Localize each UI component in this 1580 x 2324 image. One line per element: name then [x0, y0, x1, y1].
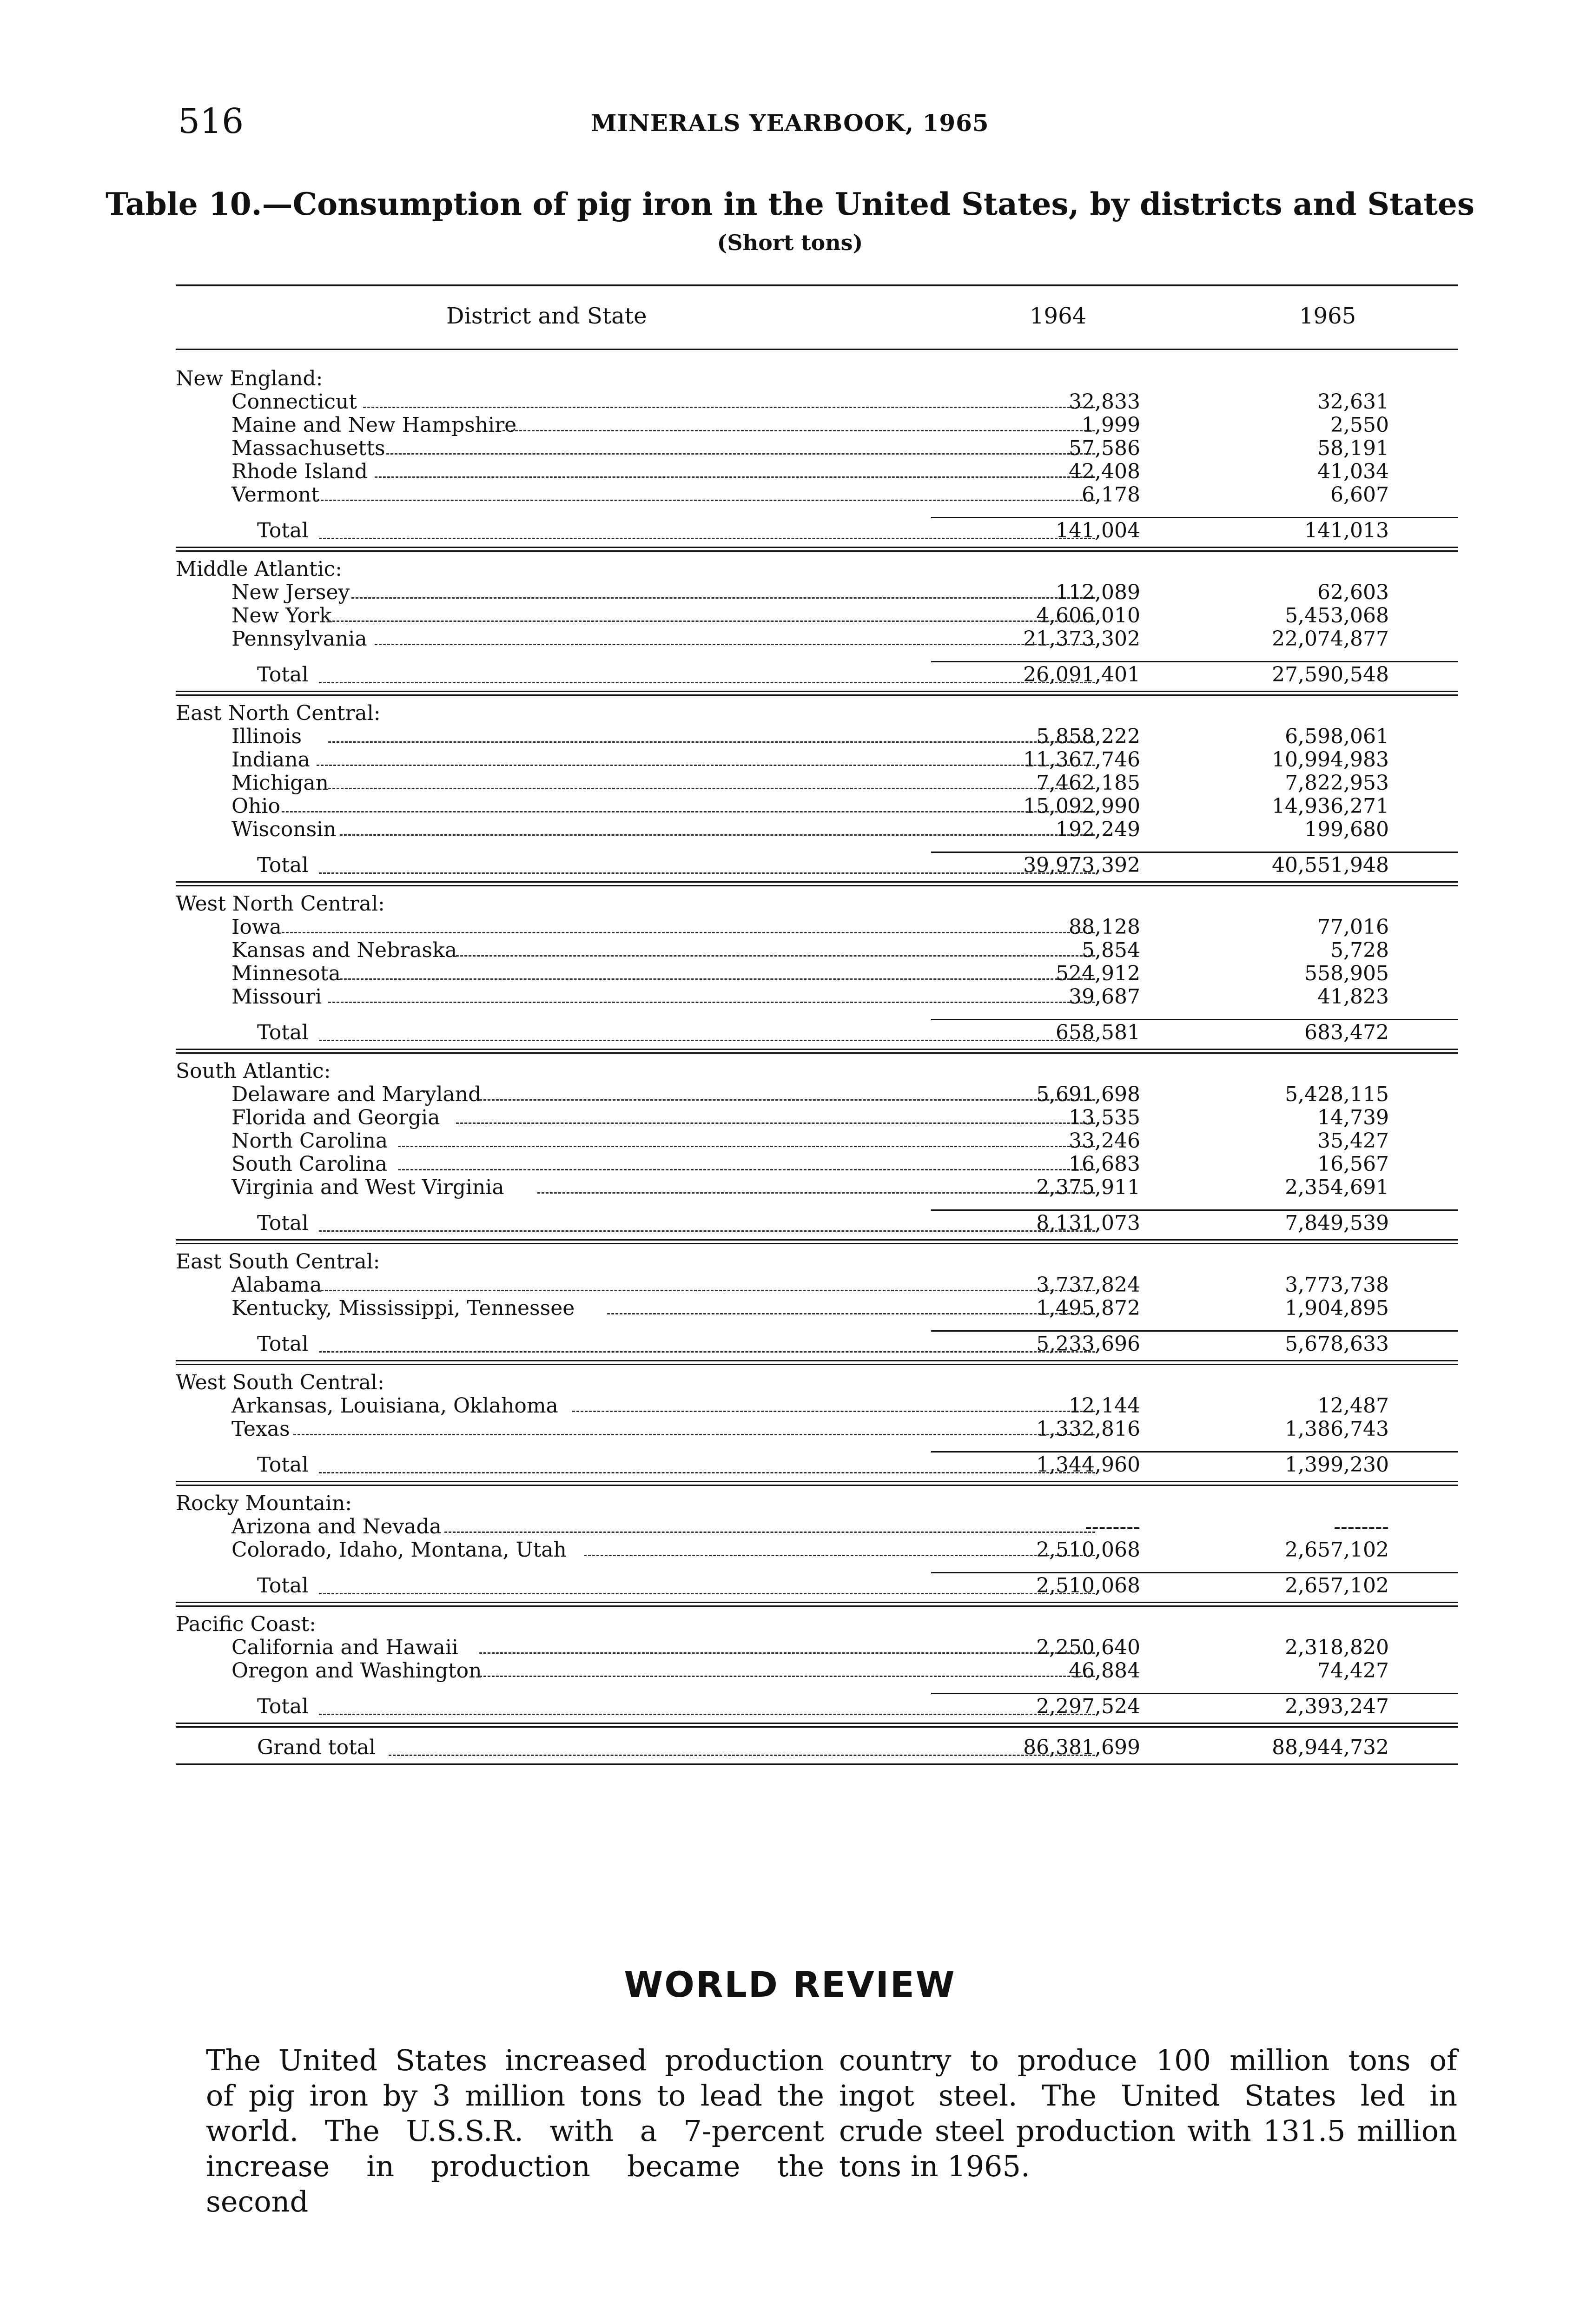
table-row-label: Pennsylvania	[231, 627, 367, 651]
total-row-1964-value: 5,233,696	[1036, 1332, 1140, 1356]
district-name: East North Central:	[176, 701, 381, 725]
table-row	[176, 1659, 1458, 1683]
table-row-label: Virginia and West Virginia	[231, 1175, 504, 1199]
table-row-label: Minnesota	[231, 962, 341, 985]
table-row-1965-value: 5,428,115	[1285, 1083, 1389, 1106]
district-name: South Atlantic:	[176, 1059, 331, 1083]
table-row-1964-value: 192,249	[1056, 818, 1140, 841]
district-heading	[176, 558, 1458, 581]
total-row-1964-value: 8,131,073	[1036, 1211, 1140, 1235]
world-review-heading: WORLD REVIEW	[624, 1964, 956, 2005]
table-row-1965-value: 2,550	[1330, 413, 1389, 437]
table-row-1964-value: 7,462,185	[1036, 771, 1140, 795]
row-spacer	[176, 1237, 1458, 1250]
table-row-label: Vermont	[231, 483, 320, 507]
table-row	[176, 604, 1458, 627]
body-text-left-column: The United States increased production of pig iron by 3 million tons to lead the world. The U.S.S.R. with a 7-percent increase in production became the second	[206, 2043, 824, 2218]
table-row-label: Massachusetts	[231, 436, 385, 460]
district-heading	[176, 1250, 1458, 1274]
table-row-1965-value: 41,823	[1317, 985, 1389, 1009]
row-spacer	[176, 1199, 1458, 1209]
district-name: Middle Atlantic:	[176, 557, 343, 581]
table-row-1964-value: 57,586	[1069, 436, 1140, 460]
table-row	[176, 1418, 1458, 1441]
table-row-1965-value: 3,773,738	[1285, 1273, 1389, 1297]
table-row	[176, 916, 1458, 939]
table-row-1964-value: 112,089	[1056, 581, 1140, 604]
table-row-1964-value: 2,510,068	[1036, 1538, 1140, 1562]
grand-total-row-1964-value: 86,381,699	[1023, 1736, 1140, 1759]
row-spacer	[176, 651, 1458, 661]
table-row	[176, 1394, 1458, 1418]
district-heading	[176, 1492, 1458, 1515]
total-row-1964-value: 26,091,401	[1023, 663, 1140, 687]
total-row-1965-value: 40,551,948	[1272, 853, 1389, 877]
table-row-1965-value: 16,567	[1317, 1152, 1389, 1176]
table-row-1965-value: 41,034	[1317, 460, 1389, 483]
total-row-label: Total	[257, 519, 309, 542]
table-row-1965-value: 58,191	[1317, 436, 1389, 460]
table-row-1965-value: 22,074,877	[1272, 627, 1389, 651]
total-row-1965-value: 5,678,633	[1285, 1332, 1389, 1356]
table-row-1964-value: 4,606,010	[1036, 604, 1140, 627]
total-row-1964-value: 658,581	[1056, 1021, 1140, 1044]
total-row	[176, 517, 1458, 545]
table-row-1964-value: 12,144	[1069, 1394, 1140, 1418]
header-district-state: District and State	[446, 303, 647, 329]
district-name: West North Central:	[176, 892, 385, 916]
table-row-1964-value: 32,833	[1069, 390, 1140, 414]
table-row-label: Alabama	[231, 1273, 322, 1297]
total-row-1964-value: 1,344,960	[1036, 1453, 1140, 1477]
row-spacer	[176, 1721, 1458, 1734]
total-row	[176, 852, 1458, 879]
table-row-1964-value: 524,912	[1056, 962, 1140, 985]
table-row-1964-value: 3,737,824	[1036, 1273, 1140, 1297]
table-row-1964-value: 2,375,911	[1036, 1175, 1140, 1199]
table-row-1965-value: 74,427	[1317, 1659, 1389, 1683]
table-row-1964-value: 16,683	[1069, 1152, 1140, 1176]
table-row	[176, 1083, 1458, 1106]
row-spacer	[176, 1441, 1458, 1451]
district-heading	[176, 892, 1458, 916]
table-row-label: Delaware and Maryland	[231, 1083, 482, 1106]
table-row-label: Missouri	[231, 985, 322, 1009]
total-row	[176, 1693, 1458, 1721]
table-row-1965-value: 6,598,061	[1285, 725, 1389, 748]
table-title: Table 10.—Consumption of pig iron in the United States, by districts and States	[106, 186, 1474, 222]
district-name: New England:	[176, 367, 323, 390]
district-name: East South Central:	[176, 1250, 380, 1274]
total-row-1965-value: 2,657,102	[1285, 1574, 1389, 1598]
table-row-label: Connecticut	[231, 390, 357, 414]
table-row-1965-value: 5,728	[1330, 938, 1389, 962]
table-row-label: California and Hawaii	[231, 1636, 458, 1659]
table-row	[176, 818, 1458, 841]
table-body	[176, 367, 1458, 1762]
header-bottom-rule	[176, 349, 1458, 350]
table-row-label: Wisconsin	[231, 818, 337, 841]
table-row-label: New York	[231, 604, 332, 627]
total-row-label: Total	[257, 663, 309, 687]
table-row	[176, 795, 1458, 818]
table-row-1964-value: 21,373,302	[1023, 627, 1140, 651]
table-row-1964-value: 13,535	[1069, 1106, 1140, 1129]
table-row	[176, 627, 1458, 651]
row-spacer	[176, 841, 1458, 852]
total-row-1965-value: 683,472	[1304, 1021, 1389, 1044]
row-spacer	[176, 879, 1458, 892]
row-spacer	[176, 507, 1458, 517]
total-row-label: Total	[257, 1574, 309, 1598]
table-row	[176, 1538, 1458, 1562]
table-row-1965-value: 7,822,953	[1285, 771, 1389, 795]
table-row	[176, 1297, 1458, 1320]
table-row	[176, 1636, 1458, 1659]
table-row-1964-value: 5,691,698	[1036, 1083, 1140, 1106]
header-1964: 1964	[1030, 303, 1087, 329]
total-row	[176, 1451, 1458, 1479]
table-row-1964-value: 1,495,872	[1036, 1296, 1140, 1320]
table-row-1965-value: 32,631	[1317, 390, 1389, 414]
table-row-1964-value: 46,884	[1069, 1659, 1140, 1683]
table-row-1964-value: 5,854	[1082, 938, 1140, 962]
district-heading	[176, 702, 1458, 725]
table-row	[176, 483, 1458, 507]
table-row-label: Oregon and Washington	[231, 1659, 482, 1683]
total-row-label: Total	[257, 1453, 309, 1477]
table-row	[176, 985, 1458, 1009]
table-row-1964-value: 6,178	[1082, 483, 1140, 507]
table-row-1965-value: 14,936,271	[1272, 794, 1389, 818]
district-name: Rocky Mountain:	[176, 1492, 352, 1515]
table-row-1964-value: 42,408	[1069, 460, 1140, 483]
table-row	[176, 1153, 1458, 1176]
table-subtitle: (Short tons)	[717, 230, 863, 255]
total-row-1964-value: 39,973,392	[1023, 853, 1140, 877]
table-row-1964-value: 39,687	[1069, 985, 1140, 1009]
total-row-1965-value: 7,849,539	[1285, 1211, 1389, 1235]
table-row-label: Ohio	[231, 794, 280, 818]
table-row-label: Kentucky, Mississippi, Tennessee	[231, 1296, 575, 1320]
table-row-1964-value: 33,246	[1069, 1129, 1140, 1153]
table-row	[176, 414, 1458, 437]
table-row-1964-value: 15,092,990	[1023, 794, 1140, 818]
total-row	[176, 1572, 1458, 1600]
row-spacer	[176, 1320, 1458, 1330]
row-spacer	[176, 545, 1458, 558]
total-row-label: Total	[257, 1332, 309, 1356]
table-row-1965-value: 14,739	[1317, 1106, 1389, 1129]
table-row-label: Texas	[231, 1417, 290, 1441]
table-row	[176, 1176, 1458, 1199]
grand-total-row-1965-value: 88,944,732	[1272, 1736, 1389, 1759]
table-row-1965-value: 62,603	[1317, 581, 1389, 604]
grand-total-row-label: Grand total	[257, 1736, 376, 1759]
table-row-label: Maine and New Hampshire	[231, 413, 517, 437]
header-1965: 1965	[1299, 303, 1356, 329]
row-spacer	[176, 1562, 1458, 1572]
table-row	[176, 390, 1458, 414]
total-row-1965-value: 141,013	[1304, 519, 1389, 542]
table-row-label: Florida and Georgia	[231, 1106, 440, 1129]
table-row-label: Kansas and Nebraska	[231, 938, 457, 962]
row-spacer	[176, 1047, 1458, 1060]
table-row-label: Arizona and Nevada	[231, 1515, 442, 1538]
table-row-1965-value: 5,453,068	[1285, 604, 1389, 627]
table-row-1964-value: --------	[1085, 1515, 1140, 1538]
table-row	[176, 962, 1458, 985]
total-row-1964-value: 2,510,068	[1036, 1574, 1140, 1598]
table-row-1964-value: 88,128	[1069, 915, 1140, 939]
table-row	[176, 437, 1458, 460]
table-row-1964-value: 1,332,816	[1036, 1417, 1140, 1441]
table-row	[176, 1106, 1458, 1129]
table-row-label: Arkansas, Louisiana, Oklahoma	[231, 1394, 558, 1418]
total-row	[176, 661, 1458, 689]
table-row-1965-value: 1,904,895	[1285, 1296, 1389, 1320]
table-row-1965-value: 35,427	[1317, 1129, 1389, 1153]
table-row-label: Rhode Island	[231, 460, 368, 483]
table-row	[176, 1515, 1458, 1538]
table-row-1965-value: --------	[1334, 1515, 1389, 1538]
table-row-1965-value: 1,386,743	[1285, 1417, 1389, 1441]
table-row-1965-value: 558,905	[1304, 962, 1389, 985]
district-heading	[176, 367, 1458, 390]
table-row-label: North Carolina	[231, 1129, 388, 1153]
table-row-1965-value: 6,607	[1330, 483, 1389, 507]
table-row-label: Colorado, Idaho, Montana, Utah	[231, 1538, 567, 1562]
table-row-label: Illinois	[231, 725, 302, 748]
row-spacer	[176, 1009, 1458, 1019]
district-heading	[176, 1613, 1458, 1636]
table-row-1965-value: 77,016	[1317, 915, 1389, 939]
district-name: West South Central:	[176, 1371, 384, 1394]
bottom-rule	[176, 1763, 1458, 1765]
total-row	[176, 1019, 1458, 1047]
running-head: MINERALS YEARBOOK, 1965	[591, 109, 989, 137]
row-spacer	[176, 1683, 1458, 1693]
table-row-1965-value: 12,487	[1317, 1394, 1389, 1418]
district-heading	[176, 1060, 1458, 1083]
grand-total-row	[176, 1734, 1458, 1762]
table-top-rule	[176, 284, 1458, 286]
total-row-1964-value: 141,004	[1056, 519, 1140, 542]
table-row-1964-value: 5,858,222	[1036, 725, 1140, 748]
total-row-label: Total	[257, 1695, 309, 1718]
total-row-label: Total	[257, 853, 309, 877]
total-row	[176, 1209, 1458, 1237]
table-row	[176, 581, 1458, 604]
row-spacer	[176, 1479, 1458, 1492]
row-spacer	[176, 1600, 1458, 1613]
table-row	[176, 1129, 1458, 1153]
row-spacer	[176, 1358, 1458, 1371]
table-row	[176, 460, 1458, 483]
table-row-1965-value: 2,318,820	[1285, 1636, 1389, 1659]
page-number: 516	[178, 101, 244, 141]
table-row	[176, 725, 1458, 748]
total-row	[176, 1330, 1458, 1358]
body-text-right-column: country to produce 100 million tons of ingot steel. The United States led in crude steel production with 131.5 million tons in 1965.	[839, 2043, 1457, 2183]
table-row-1965-value: 2,354,691	[1285, 1175, 1389, 1199]
table-row-label: New Jersey	[231, 581, 350, 604]
table-row-label: Michigan	[231, 771, 329, 795]
table-row-1965-value: 10,994,983	[1272, 748, 1389, 772]
table-row-1964-value: 11,367,746	[1023, 748, 1140, 772]
table-row	[176, 1274, 1458, 1297]
table-row-label: Indiana	[231, 748, 310, 772]
table-row-1964-value: 2,250,640	[1036, 1636, 1140, 1659]
row-spacer	[176, 689, 1458, 702]
total-row-label: Total	[257, 1021, 309, 1044]
table-row-1964-value: 1,999	[1082, 413, 1140, 437]
total-row-1965-value: 2,393,247	[1285, 1695, 1389, 1718]
total-row-1965-value: 1,399,230	[1285, 1453, 1389, 1477]
table-row-label: South Carolina	[231, 1152, 388, 1176]
table-row	[176, 748, 1458, 772]
total-row-1965-value: 27,590,548	[1272, 663, 1389, 687]
table-row	[176, 772, 1458, 795]
district-name: Pacific Coast:	[176, 1612, 317, 1636]
table-row	[176, 939, 1458, 962]
total-row-1964-value: 2,297,524	[1036, 1695, 1140, 1718]
total-row-label: Total	[257, 1211, 309, 1235]
district-heading	[176, 1371, 1458, 1394]
table-row-1965-value: 199,680	[1304, 818, 1389, 841]
table-row-label: Iowa	[231, 915, 282, 939]
table-row-1965-value: 2,657,102	[1285, 1538, 1389, 1562]
